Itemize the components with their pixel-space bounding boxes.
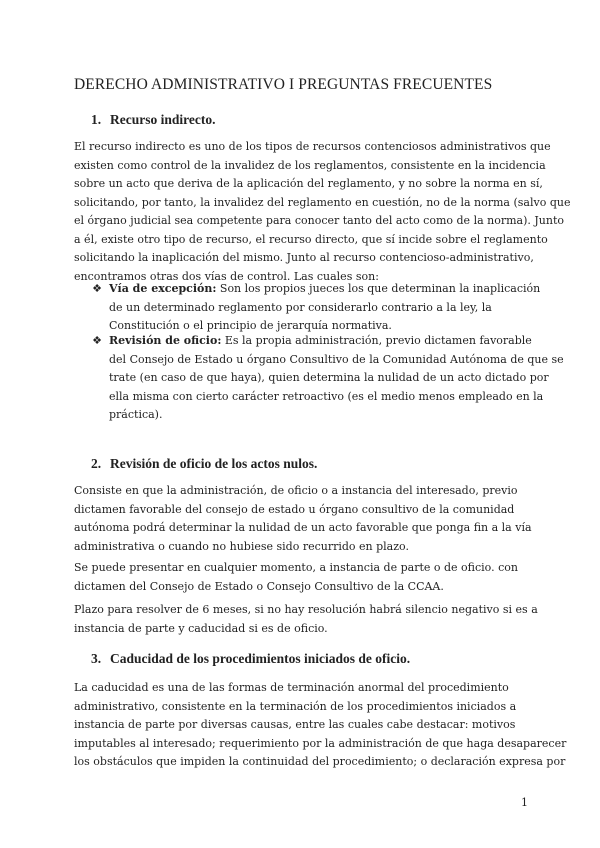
section-1-heading — [91, 112, 215, 128]
text-line: Plazo para resolver de 6 meses, si no hay resolución habrá silencio negativo si es a — [74, 603, 538, 616]
text-line: dictamen favorable del consejo de estado u órgano consultivo de la comunidad — [74, 502, 515, 516]
text-line: del Consejo de Estado u órgano Consultivo de la Comunidad Autónoma de que se — [109, 352, 564, 366]
bullet-term: Vía de excepción: — [109, 282, 217, 295]
bullet-text: Es la propia administración, previo dictamen favorable — [221, 334, 532, 347]
bullet-item-revision-oficio — [90, 332, 564, 425]
section-title: Revisión de oficio de los actos nulos. — [110, 456, 318, 471]
text-line: trate (en caso de que haya), quien determina la nulidad de un acto dictado por — [109, 371, 549, 384]
text-line: solicitando, por tanto, la invalidez del reglamento en cuestión, no de la norma (salvo que — [74, 195, 571, 209]
text-line: dictamen del Consejo de Estado o Consejo Consultivo de la CCAA. — [74, 579, 444, 593]
text-line: El recurso indirecto es uno de los tipos de recursos contenciosos administrativos que — [74, 140, 551, 153]
section-1-paragraph — [74, 138, 571, 286]
text-line: autónoma podrá determinar la nulidad de un acto favorable que ponga fin a la vía — [74, 521, 532, 534]
text-line: La caducidad es una de las formas de terminación anormal del procedimiento — [74, 681, 509, 694]
section-number: 1. — [91, 112, 102, 127]
text-line: ella misma con cierto carácter retroactivo (es el medio menos empleado en la — [109, 389, 544, 403]
text-line: instancia de parte por diversas causas, entre las cuales cabe destacar: motivos — [74, 718, 516, 731]
text-line: instancia de parte y caducidad si es de oficio. — [74, 621, 328, 635]
text-line: a él, existe otro tipo de recurso, el recurso directo, que sí incide sobre el reglamento — [74, 232, 548, 246]
text-line: de un determinado reglamento por considerarlo contrario a la ley, la — [109, 300, 492, 314]
text-line: Constitución o el principio de jerarquía normativa. — [109, 319, 392, 332]
section-2-paragraph-2 — [74, 559, 526, 596]
text-line — [90, 332, 540, 351]
section-title: Caducidad de los procedimientos iniciados de oficio. — [110, 651, 411, 666]
text-line: administrativo, consistente en la terminación de los procedimientos iniciados a — [74, 699, 517, 713]
text-line — [90, 280, 540, 299]
section-number: 2. — [91, 456, 102, 471]
text-line: imputables al interesado; requerimiento por la administración de que haga desaparecer — [74, 736, 567, 750]
section-number: 3. — [91, 651, 102, 666]
document-title: DERECHO ADMINISTRATIVO I PREGUNTAS FRECUENTES — [74, 76, 493, 93]
text-line: solicitando la inaplicación del mismo. Junto al recurso contencioso-administrativo, — [74, 251, 534, 264]
text-line: práctica). — [109, 408, 163, 421]
diamond-bullet-icon: ❖ — [92, 282, 102, 295]
text-line: existen como control de la invalidez de los reglamentos, consistente en la incidencia — [74, 158, 546, 172]
text-line: Consiste en que la administración, de oficio o a instancia del interesado, previo — [74, 484, 518, 497]
section-title: Recurso indirecto. — [110, 112, 216, 127]
bullet-term: Revisión de oficio: — [109, 334, 222, 347]
section-2-heading — [91, 456, 317, 472]
bullet-item-via-excepcion — [90, 280, 540, 336]
text-line: encontramos otras dos vías de control. Las cuales son: — [74, 269, 379, 283]
section-2-paragraph-3 — [74, 601, 538, 638]
page-number: 1 — [521, 796, 528, 809]
text-line: sobre un acto que deriva de la aplicación del reglamento, y no sobre la norma en sí, — [74, 177, 543, 190]
bullet-text: Son los propios jueces los que determinan la inaplicación — [216, 282, 541, 295]
text-line: Se puede presentar en cualquier momento, a instancia de parte o de oficio. con — [74, 561, 518, 574]
text-line: administrativa o cuando no hubiese sido recurrido en plazo. — [74, 539, 409, 553]
section-3-paragraph — [74, 679, 567, 772]
section-3-heading — [91, 651, 410, 667]
text-line: los obstáculos que impiden la continuidad del procedimiento; o declaración expresa por — [74, 755, 566, 768]
section-2-paragraph-1 — [74, 482, 532, 556]
diamond-bullet-icon: ❖ — [92, 334, 102, 347]
text-line: el órgano judicial sea competente para conocer tanto del acto como de la norma). Junto — [74, 214, 564, 227]
